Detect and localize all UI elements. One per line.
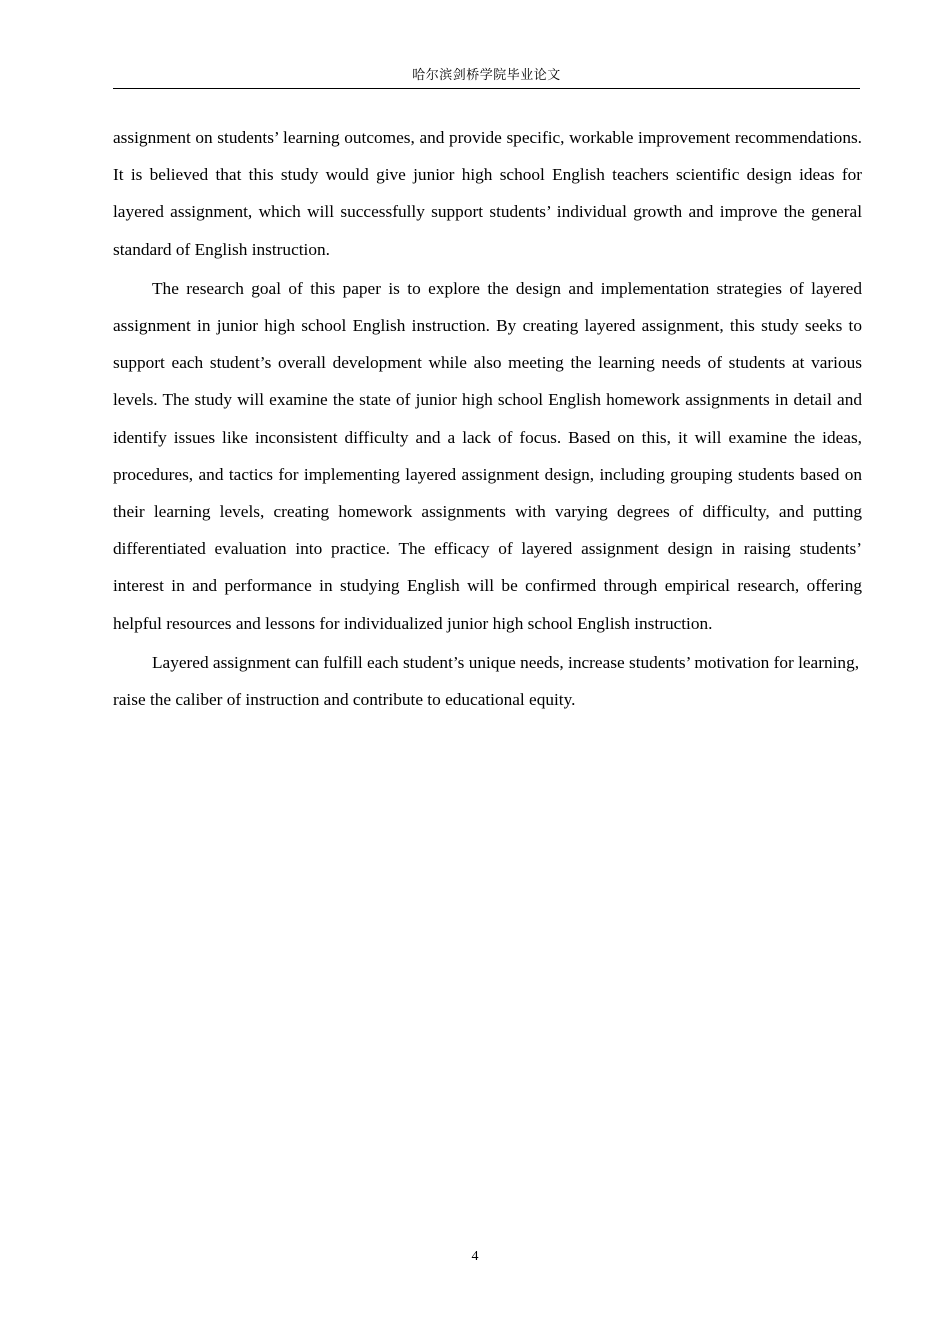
header-title: 哈尔滨剑桥学院毕业论文	[412, 68, 561, 83]
paragraph-continuation: assignment on students’ learning outcomes, and provide specific, workable improvement recommendations. It is believed that this study would give junior high school English teachers scientific design ideas for layered assignment, which will successfully support students’ individual growth and improve the general standard of English instruction.	[113, 128, 862, 259]
paragraph-research-goal: The research goal of this paper is to explore the design and implementation strategies of layered assignment in junior high school English instruction. By creating layered assignment, this study seeks to support each student’s overall development while also meeting the learning needs of students at various levels. The study will examine the state of junior high school English homework assignments in detail and identify issues like inconsistent difficulty and a lack of focus. Based on this, it will examine the ideas, procedures, and tactics for implementing layered assignment design, including grouping students based on their learning levels, creating homework assignments with varying degrees of difficulty, and putting differentiated evaluation into practice. The efficacy of layered assignment design in raising students’ interest in and performance in studying English will be confirmed through empirical research, offering helpful resources and lessons for individualized junior high school English instruction.	[113, 278, 862, 633]
page-header	[113, 66, 860, 89]
body-text	[113, 119, 862, 720]
page-number: 4	[471, 1249, 479, 1264]
paragraph-conclusion: Layered assignment can fulfill each student’s unique needs, increase students’ motivation for learning, raise the caliber of instruction and contribute to educational equity.	[113, 652, 860, 710]
